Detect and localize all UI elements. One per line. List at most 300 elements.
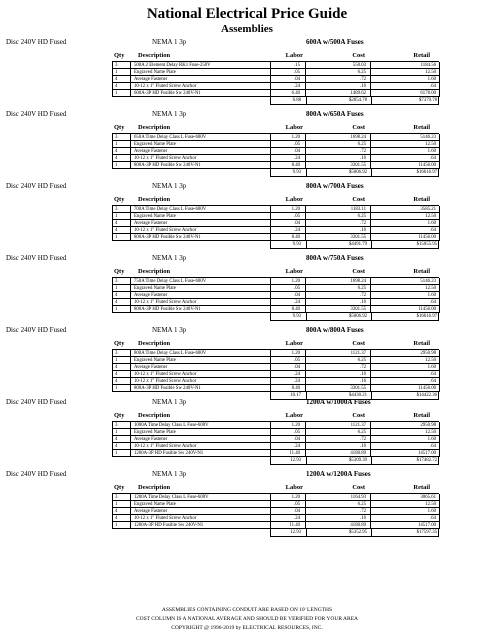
row-cost: 550.03: [352, 63, 366, 68]
row-retail: .64: [430, 379, 436, 384]
row-labor: 1.20: [291, 135, 300, 140]
row-labor: 1.20: [291, 423, 300, 428]
line-items-table: [112, 205, 439, 241]
column-cost: Cost: [352, 268, 365, 275]
row-description: 800A-3P HD Fusible Sw 240V-N1: [134, 307, 201, 312]
row-retail: 1.60: [427, 149, 436, 154]
column-labor: Labor: [285, 340, 303, 347]
table-divider: [370, 62, 371, 97]
table-divider: [305, 494, 306, 529]
row-retail: 12.50: [425, 214, 436, 219]
footer-line: COPYRIGHT @ 1996-2019 by ELECTRICAL RESOURCES, INC.: [171, 625, 323, 631]
column-retail: Retail: [413, 340, 430, 347]
row-description: Average Fastener: [134, 221, 168, 226]
footer-line: ASSEMBLIES CONTAINING CONDUIT ARE BASED ON 10' LENGTHS: [161, 607, 333, 613]
table-divider: [439, 134, 440, 169]
row-labor: 8.40: [291, 163, 300, 168]
column-qty: Qty: [114, 52, 125, 59]
row-retail: .64: [430, 84, 436, 89]
section-fuse-rating: 800A w/800A Fuses: [306, 326, 364, 334]
total-labor: 12.93: [290, 458, 301, 463]
column-description: Description: [138, 484, 171, 491]
row-labor: .04: [294, 293, 300, 298]
row-labor: 1.20: [291, 495, 300, 500]
line-items-table: [112, 493, 439, 529]
row-description: 700A Time Delay Class L Fuse-600V: [134, 207, 207, 212]
column-description: Description: [138, 268, 171, 275]
row-labor: 11.40: [289, 523, 300, 528]
table-divider: [306, 313, 307, 321]
row-qty: 1: [115, 286, 118, 291]
total-retail: $14422.36: [416, 393, 437, 398]
row-qty: 1: [115, 358, 118, 363]
table-divider: [306, 97, 307, 105]
totals-row: [270, 529, 439, 537]
row-qty: 4: [115, 293, 118, 298]
row-retail: 12.50: [425, 286, 436, 291]
row-cost: .16: [360, 379, 366, 384]
column-headers: [0, 194, 494, 205]
table-divider: [112, 206, 113, 241]
row-cost: 3301.55: [350, 307, 366, 312]
column-retail: Retail: [413, 196, 430, 203]
table-divider: [112, 350, 113, 392]
row-description: 10-12 x 1" Fluted Screw Anchor: [134, 516, 197, 521]
table-divider: [370, 350, 371, 392]
row-description: 10-12 x 1" Fluted Screw Anchor: [134, 379, 197, 384]
row-qty: 1: [115, 142, 118, 147]
row-description: 600A-3P HD Fusible Sw 240V-N1: [134, 91, 201, 96]
row-cost: .16: [360, 516, 366, 521]
row-labor: .24: [294, 372, 300, 377]
section-nema: NEMA 1 3p: [152, 38, 187, 46]
column-qty: Qty: [114, 340, 125, 347]
column-cost: Cost: [352, 484, 365, 491]
table-row: [112, 494, 439, 501]
row-labor: .24: [294, 300, 300, 305]
total-labor: 9.93: [292, 242, 301, 247]
table-divider: [305, 422, 306, 457]
column-cost: Cost: [352, 124, 365, 131]
table-row: [112, 522, 439, 529]
table-row: [112, 227, 439, 234]
table-divider: [370, 134, 371, 169]
row-qty: 3: [115, 279, 118, 284]
total-labor: 10.17: [290, 393, 301, 398]
row-qty: 1: [115, 214, 118, 219]
table-divider: [130, 278, 131, 313]
row-cost: 1121.37: [350, 423, 366, 428]
table-row: [112, 364, 439, 371]
table-row: [112, 378, 439, 385]
row-cost: .72: [360, 365, 366, 370]
row-description: Average Fastener: [134, 77, 168, 82]
row-description: 800A Time Delay Class L Fuse-600V: [134, 351, 207, 356]
row-cost: 3301.55: [350, 235, 366, 240]
table-divider: [370, 422, 371, 457]
row-retail: 12.50: [425, 430, 436, 435]
row-cost: 1183.11: [350, 207, 366, 212]
table-row: [112, 285, 439, 292]
line-items-table: [112, 349, 439, 392]
row-cost: 3301.55: [350, 163, 366, 168]
row-qty: 3: [115, 351, 118, 356]
row-retail: 5146.23: [420, 279, 436, 284]
row-description: Engraved Name Plate: [134, 502, 176, 507]
table-divider: [130, 422, 131, 457]
row-cost: .16: [360, 156, 366, 161]
table-row: [112, 429, 439, 436]
row-qty: 1: [115, 386, 118, 391]
row-retail: .64: [430, 516, 436, 521]
row-cost: .16: [360, 372, 366, 377]
section-description: Disc 240V HD Fused: [6, 110, 67, 118]
row-retail: .64: [430, 444, 436, 449]
row-retail: 12.50: [425, 502, 436, 507]
table-divider: [270, 494, 271, 529]
total-cost: $5006.92: [349, 170, 367, 175]
totals-row: [270, 169, 439, 177]
assembly-section: [0, 37, 494, 109]
line-items-table: [112, 61, 439, 97]
table-divider: [270, 206, 271, 241]
table-divider: [270, 350, 271, 392]
row-retail: 1.60: [427, 437, 436, 442]
row-labor: .05: [294, 142, 300, 147]
table-row: [112, 385, 439, 392]
table-row: [112, 83, 439, 90]
table-row: [112, 76, 439, 83]
assembly-section: [0, 325, 494, 397]
row-retail: 11456.00: [418, 307, 436, 312]
column-retail: Retail: [413, 52, 430, 59]
row-labor: .04: [294, 149, 300, 154]
table-row: [112, 299, 439, 306]
total-cost: $4491.79: [349, 242, 367, 247]
row-retail: 1.60: [427, 77, 436, 82]
row-retail: 11456.00: [418, 235, 436, 240]
row-retail: 12.50: [425, 70, 436, 75]
row-description: 800A-3P HD Fusible Sw 240V-N1: [134, 163, 201, 168]
table-row: [112, 134, 439, 141]
section-header: [0, 325, 494, 336]
row-cost: 1698.24: [350, 135, 366, 140]
row-cost: 4180.89: [350, 451, 366, 456]
row-retail: 2950.98: [420, 351, 436, 356]
section-nema: NEMA 1 3p: [152, 254, 187, 262]
table-row: [112, 141, 439, 148]
table-divider: [306, 169, 307, 177]
table-row: [112, 436, 439, 443]
totals-row: [270, 241, 439, 249]
column-headers: [0, 410, 494, 421]
column-cost: Cost: [352, 196, 365, 203]
row-qty: 4: [115, 437, 118, 442]
row-qty: 1: [115, 502, 118, 507]
table-row: [112, 515, 439, 522]
section-fuse-rating: 800A w/750A Fuses: [306, 254, 364, 262]
table-row: [112, 357, 439, 364]
assembly-section: [0, 181, 494, 253]
table-row: [112, 443, 439, 450]
row-cost: .72: [360, 509, 366, 514]
section-header: [0, 37, 494, 48]
section-nema: NEMA 1 3p: [152, 398, 187, 406]
row-qty: 4: [115, 300, 118, 305]
row-description: 1000A Time Delay Class L Fuse-600V: [134, 423, 209, 428]
line-items-table: [112, 421, 439, 457]
row-retail: .64: [430, 156, 436, 161]
section-header: [0, 253, 494, 264]
assembly-sections: [0, 37, 494, 541]
row-qty: 4: [115, 509, 118, 514]
line-items-table: [112, 277, 439, 313]
table-row: [112, 278, 439, 285]
table-divider: [270, 62, 271, 97]
row-qty: 3: [115, 63, 118, 68]
table-row: [112, 306, 439, 313]
row-cost: 1121.37: [350, 351, 366, 356]
column-headers: [0, 338, 494, 349]
row-description: 1200A Time Delay Class L Fuse-600V: [134, 495, 209, 500]
row-description: 800A-3P HD Fusible Sw 240V-N1: [134, 386, 201, 391]
row-cost: 6.25: [357, 430, 366, 435]
table-divider: [130, 206, 131, 241]
row-labor: 1.20: [291, 351, 300, 356]
row-retail: 1.60: [427, 509, 436, 514]
row-cost: .16: [360, 84, 366, 89]
column-headers: [0, 50, 494, 61]
table-divider: [439, 422, 440, 457]
row-description: Average Fastener: [134, 149, 168, 154]
table-row: [112, 450, 439, 457]
row-cost: .16: [360, 300, 366, 305]
total-retail: $7379.78: [419, 98, 437, 103]
row-cost: 6.25: [357, 214, 366, 219]
column-qty: Qty: [114, 268, 125, 275]
table-divider: [270, 422, 271, 457]
row-cost: 6.25: [357, 358, 366, 363]
row-description: 10-12 x 1" Fluted Screw Anchor: [134, 372, 197, 377]
table-divider: [370, 278, 371, 313]
row-labor: .05: [294, 430, 300, 435]
row-description: 10-12 x 1" Fluted Screw Anchor: [134, 300, 197, 305]
row-cost: 3301.55: [350, 386, 366, 391]
row-cost: .72: [360, 221, 366, 226]
table-divider: [305, 278, 306, 313]
column-qty: Qty: [114, 484, 125, 491]
row-cost: 6.25: [357, 286, 366, 291]
section-description: Disc 240V HD Fused: [6, 398, 67, 406]
row-cost: .72: [360, 437, 366, 442]
section-description: Disc 240V HD Fused: [6, 326, 67, 334]
total-cost: $5352.95: [349, 530, 367, 535]
table-divider: [130, 350, 131, 392]
row-labor: .04: [294, 365, 300, 370]
column-retail: Retail: [413, 484, 430, 491]
table-divider: [439, 206, 440, 241]
row-qty: 1: [115, 523, 118, 528]
column-description: Description: [138, 340, 171, 347]
table-row: [112, 350, 439, 357]
table-row: [112, 213, 439, 220]
row-labor: .24: [294, 379, 300, 384]
footer-line: COST COLUMN IS A NATIONAL AVERAGE AND SHOULD BE VERIFIED FOR YOUR AREA: [135, 616, 359, 622]
row-labor: 8.40: [291, 235, 300, 240]
column-retail: Retail: [413, 124, 430, 131]
row-retail: 14517.00: [418, 523, 436, 528]
table-divider: [306, 529, 307, 537]
section-header: [0, 397, 494, 408]
row-description: 800A-3P HD Fusible Sw 240V-N1: [134, 235, 201, 240]
row-retail: 1184.56: [420, 63, 436, 68]
table-row: [112, 508, 439, 515]
row-qty: 4: [115, 372, 118, 377]
row-qty: 1: [115, 163, 118, 168]
row-labor: .04: [294, 509, 300, 514]
row-labor: .05: [294, 214, 300, 219]
column-description: Description: [138, 124, 171, 131]
row-retail: 11456.00: [418, 163, 436, 168]
row-description: 1200A-3P HD Fusible Sw 240V-N1: [134, 451, 204, 456]
row-retail: 5146.23: [420, 135, 436, 140]
table-divider: [370, 494, 371, 529]
total-cost: $4430.21: [349, 393, 367, 398]
table-row: [112, 292, 439, 299]
table-divider: [112, 422, 113, 457]
line-items-table: [112, 133, 439, 169]
section-header: [0, 181, 494, 192]
column-cost: Cost: [352, 412, 365, 419]
column-description: Description: [138, 52, 171, 59]
row-description: 10-12 x 1" Fluted Screw Anchor: [134, 156, 197, 161]
row-labor: .05: [294, 286, 300, 291]
row-labor: .05: [294, 358, 300, 363]
column-qty: Qty: [114, 412, 125, 419]
row-qty: 4: [115, 156, 118, 161]
table-divider: [439, 350, 440, 392]
column-cost: Cost: [352, 52, 365, 59]
assembly-section: [0, 253, 494, 325]
row-qty: 1: [115, 451, 118, 456]
section-nema: NEMA 1 3p: [152, 326, 187, 334]
section-fuse-rating: 600A w/500A Fuses: [306, 38, 364, 46]
column-labor: Labor: [285, 52, 303, 59]
table-divider: [130, 494, 131, 529]
table-row: [112, 148, 439, 155]
page-title: National Electrical Price Guide: [146, 6, 348, 22]
row-qty: 3: [115, 207, 118, 212]
table-row: [112, 371, 439, 378]
table-row: [112, 422, 439, 429]
totals-row: [270, 97, 439, 105]
row-retail: 1.60: [427, 293, 436, 298]
column-headers: [0, 266, 494, 277]
section-header: [0, 109, 494, 120]
total-retail: $15055.95: [416, 242, 437, 247]
total-retail: $17482.72: [416, 458, 437, 463]
section-fuse-rating: 1200A w/1000A Fuses: [306, 398, 371, 406]
row-qty: 1: [115, 307, 118, 312]
row-labor: .24: [294, 84, 300, 89]
row-cost: 6.25: [357, 502, 366, 507]
column-labor: Labor: [285, 124, 303, 131]
total-labor: 12.93: [290, 530, 301, 535]
row-retail: 12.50: [425, 358, 436, 363]
table-row: [112, 69, 439, 76]
table-divider: [305, 350, 306, 392]
table-divider: [130, 62, 131, 97]
column-labor: Labor: [285, 196, 303, 203]
table-divider: [305, 206, 306, 241]
row-description: Engraved Name Plate: [134, 142, 176, 147]
row-labor: .24: [294, 156, 300, 161]
row-description: Average Fastener: [134, 437, 168, 442]
column-qty: Qty: [114, 124, 125, 131]
row-description: 1200A-3P HD Fusible Sw 240V-N1: [134, 523, 204, 528]
row-retail: .64: [430, 372, 436, 377]
page-subtitle: Assemblies: [221, 23, 273, 35]
table-divider: [371, 241, 372, 249]
row-description: 10-12 x 1" Fluted Screw Anchor: [134, 228, 197, 233]
row-cost: .16: [360, 228, 366, 233]
row-qty: 1: [115, 91, 118, 96]
table-divider: [439, 62, 440, 97]
row-labor: .04: [294, 437, 300, 442]
row-retail: 1.60: [427, 365, 436, 370]
row-qty: 4: [115, 444, 118, 449]
row-cost: 1489.62: [350, 91, 366, 96]
row-labor: .04: [294, 77, 300, 82]
row-retail: 3065.61: [420, 495, 436, 500]
section-fuse-rating: 800A w/700A Fuses: [306, 182, 364, 190]
row-description: Engraved Name Plate: [134, 70, 176, 75]
row-labor: 1.20: [291, 207, 300, 212]
row-labor: .05: [294, 502, 300, 507]
table-divider: [371, 529, 372, 537]
table-divider: [370, 206, 371, 241]
total-labor: 9.93: [292, 170, 301, 175]
total-retail: $17597.35: [416, 530, 437, 535]
row-cost: 6.25: [357, 70, 366, 75]
row-description: Engraved Name Plate: [134, 358, 176, 363]
row-description: 500A 2 Element Delay RK1 Fuse-250V: [134, 63, 211, 68]
table-row: [112, 220, 439, 227]
row-qty: 4: [115, 228, 118, 233]
totals-row: [270, 457, 439, 465]
row-cost: 1698.24: [350, 279, 366, 284]
row-labor: .04: [294, 221, 300, 226]
row-cost: .72: [360, 293, 366, 298]
row-labor: .24: [294, 516, 300, 521]
table-divider: [130, 134, 131, 169]
row-labor: .24: [294, 228, 300, 233]
section-nema: NEMA 1 3p: [152, 470, 187, 478]
row-retail: 12.50: [425, 142, 436, 147]
row-qty: 4: [115, 379, 118, 384]
table-row: [112, 155, 439, 162]
total-retail: $16616.97: [416, 314, 437, 319]
totals-row: [270, 313, 439, 321]
row-labor: 8.40: [291, 307, 300, 312]
assembly-section: [0, 397, 494, 469]
row-description: 650A Time Delay Class L Fuse-600V: [134, 135, 207, 140]
row-retail: 2950.98: [420, 423, 436, 428]
column-headers: [0, 122, 494, 133]
total-labor: 6.88: [292, 98, 301, 103]
row-description: Average Fastener: [134, 365, 168, 370]
row-description: 10-12 x 1" Fluted Screw Anchor: [134, 84, 197, 89]
